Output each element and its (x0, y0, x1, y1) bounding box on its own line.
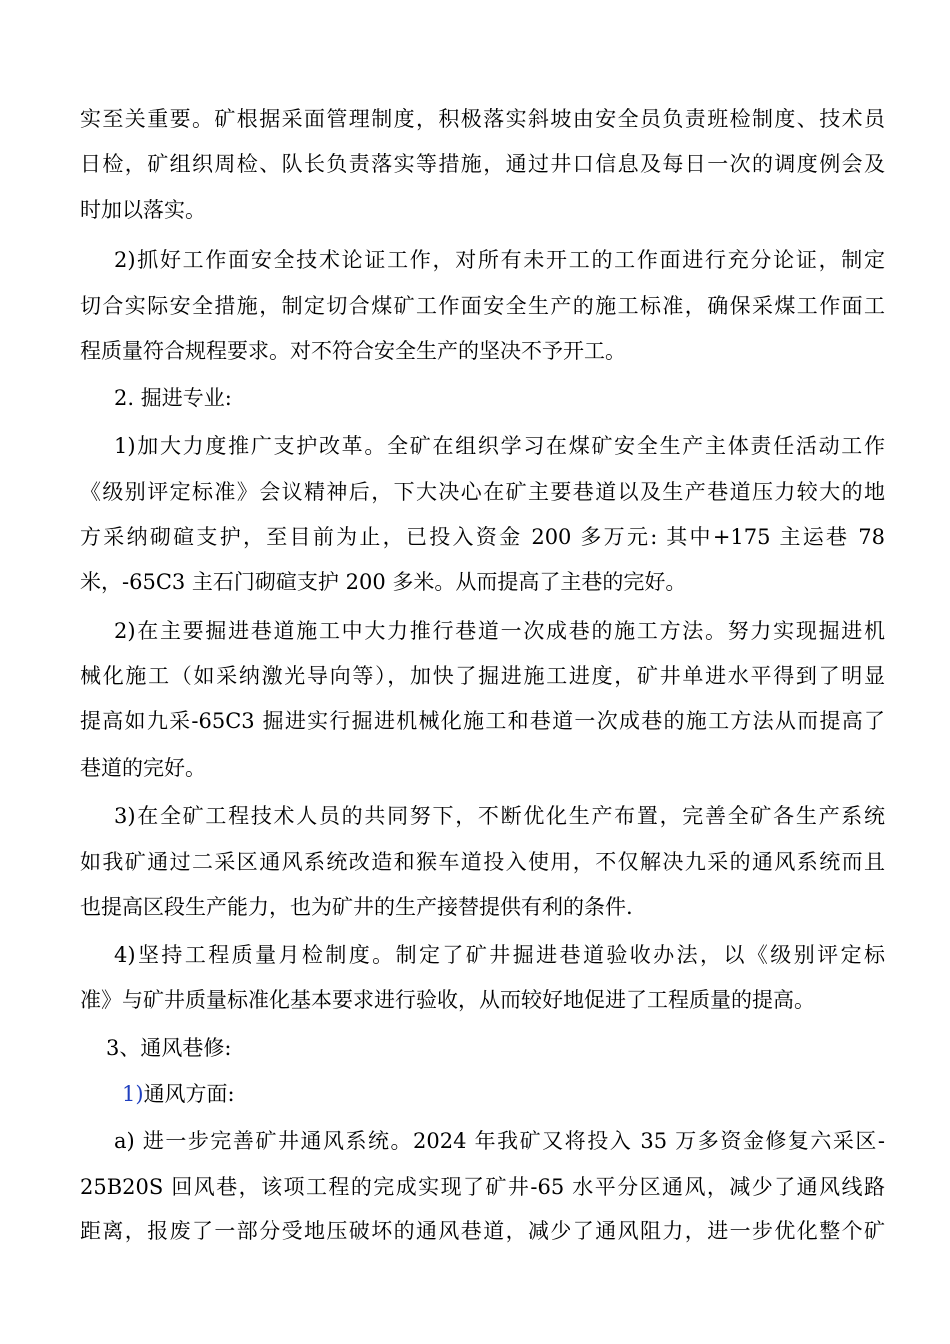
paragraph-line: 2)抓好工作面安全技术论证工作，对所有未开工的工作面进行充分论证，制定 (114, 248, 885, 272)
section-heading: 2. 掘进专业: (114, 386, 232, 410)
paragraph-line: 3)在全矿工程技术人员的共同努下，不断优化生产布置，完善全矿各生产系统 (114, 804, 885, 828)
paragraph-line: 准》与矿井质量标准化基本要求进行验收，从而较好地促进了工程质量的提高。 (80, 988, 815, 1012)
paragraph-line: 械化施工（如采纳激光导向等），加快了掘进施工进度，矿井单进水平得到了明显 (80, 664, 885, 688)
paragraph-line: a) 进一步完善矿井通风系统。2024 年我矿又将投入 35 万多资金修复六采区- (114, 1129, 885, 1153)
paragraph-line: 米，-65C3 主石门砌碹支护 200 多米。从而提高了主巷的完好。 (80, 570, 687, 594)
section-heading: 3、通风巷修: (106, 1036, 232, 1060)
paragraph-line: 巷道的完好。 (80, 756, 206, 780)
paragraph-line: 距离，报废了一部分受地压破坏的通风巷道，减少了通风阻力，进一步优化整个矿 (80, 1219, 885, 1243)
paragraph-line: 4)坚持工程质量月检制度。制定了矿井掘进巷道验收办法，以《级别评定标 (114, 943, 885, 967)
paragraph-line: 实至关重要。矿根据采面管理制度，积极落实斜坡由安全员负责班检制度、技术员 (80, 107, 885, 131)
subsection-marker: 1) (122, 1082, 144, 1106)
paragraph-line: 方采纳砌碹支护，至目前为止，已投入资金 200 多万元: 其中+175 主运巷 78 (80, 525, 885, 549)
paragraph-line: 1)加大力度推广支护改革。全矿在组织学习在煤矿安全生产主体责任活动工作 (114, 434, 885, 458)
paragraph-line: 《级别评定标准》会议精神后，下大决心在矿主要巷道以及生产巷道压力较大的地 (80, 480, 885, 504)
paragraph-line: 程质量符合规程要求。对不符合安全生产的坚决不予开工。 (80, 339, 626, 363)
paragraph-line: 时加以落实。 (80, 198, 206, 222)
subsection-title: 通风方面: (143, 1082, 235, 1106)
subsection-heading (122, 1079, 885, 1109)
paragraph-line: 切合实际安全措施，制定切合煤矿工作面安全生产的施工标准，确保采煤工作面工 (80, 294, 885, 318)
paragraph-line: 也提高区段生产能力，也为矿井的生产接替提供有利的条件. (80, 895, 633, 919)
paragraph-line: 25B20S 回风巷，该项工程的完成实现了矿井-65 水平分区通风，减少了通风线路 (80, 1175, 885, 1199)
paragraph-line: 如我矿通过二采区通风系统改造和猴车道投入使用，不仅解决九采的通风系统而且 (80, 850, 885, 874)
paragraph-line: 2)在主要掘进巷道施工中大力推行巷道一次成巷的施工方法。努力实现掘进机 (114, 619, 885, 643)
paragraph-line: 日检，矿组织周检、队长负责落实等措施，通过井口信息及每日一次的调度例会及 (80, 152, 885, 176)
paragraph-line: 提高如九采-65C3 掘进实行掘进机械化施工和巷道一次成巷的施工方法从而提高了 (80, 709, 885, 733)
